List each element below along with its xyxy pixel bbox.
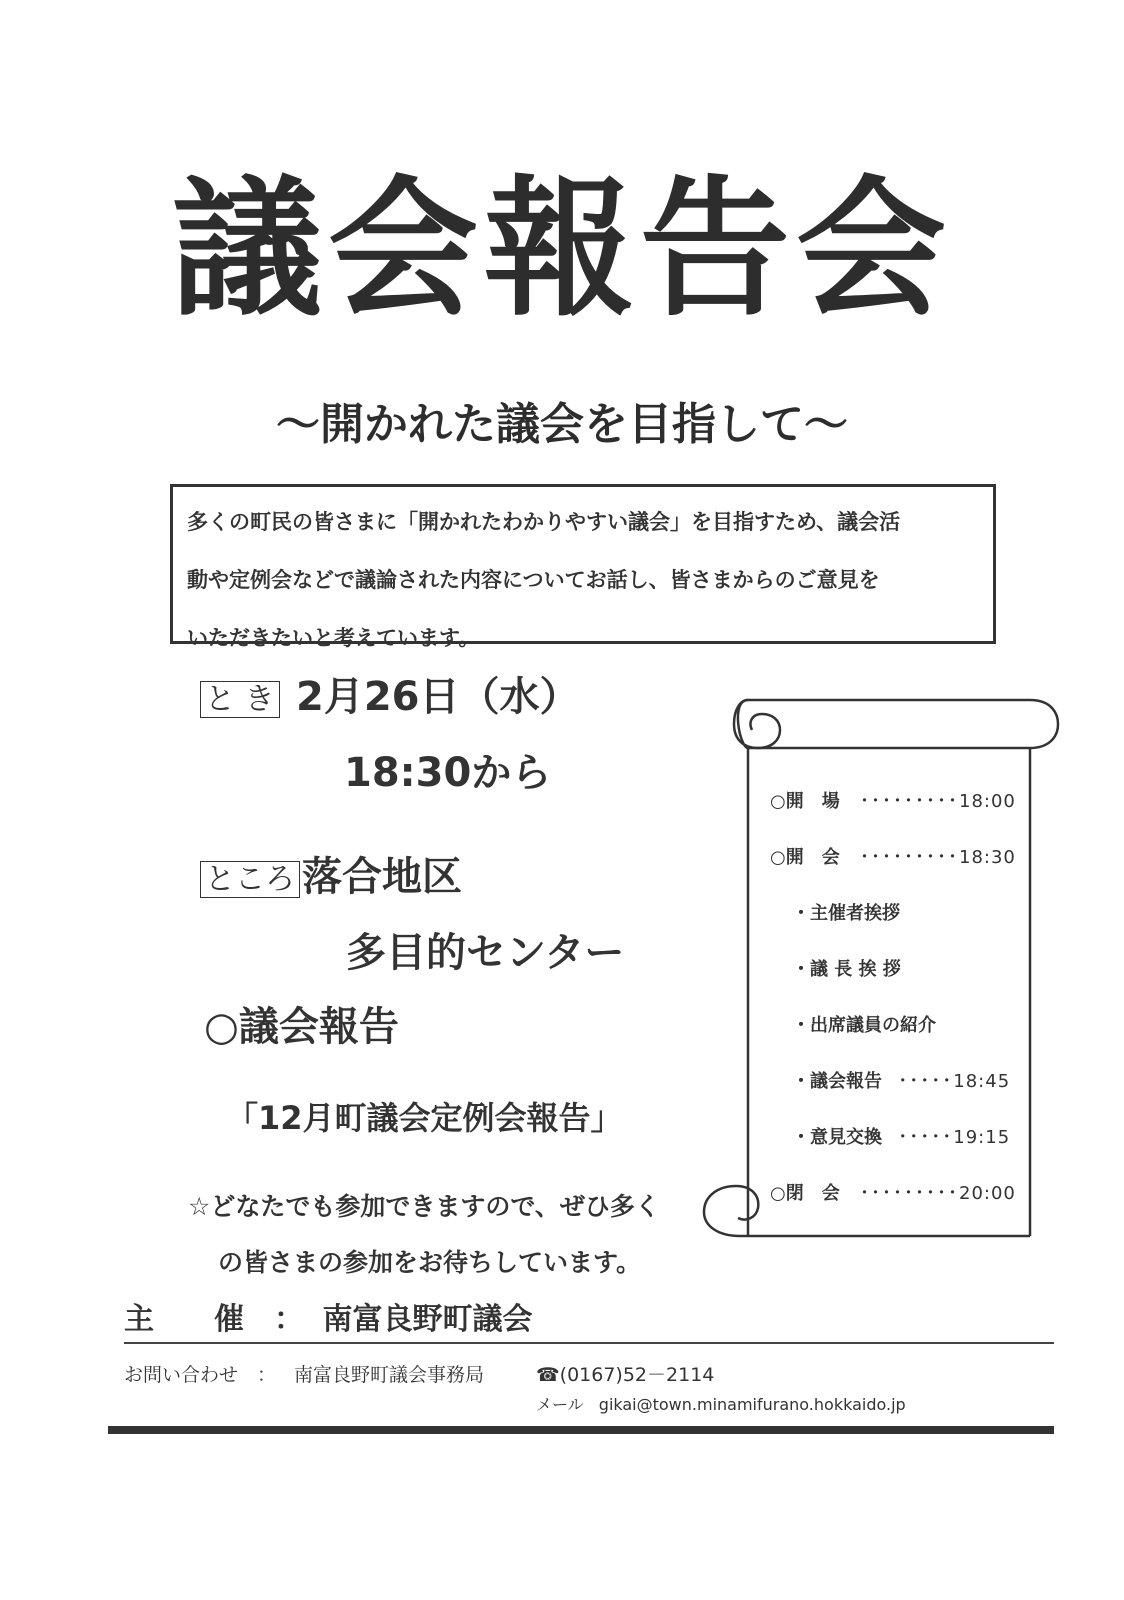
schedule-item: ○開 会 ･････････18:30 bbox=[770, 847, 1016, 868]
report-heading: ○議会報告 bbox=[204, 1004, 399, 1050]
divider bbox=[124, 1342, 1054, 1344]
venue-line-2: 多目的センター bbox=[346, 930, 625, 976]
when-label: と き bbox=[200, 681, 280, 718]
contact-office: 南富良野町議会事務局 bbox=[294, 1364, 485, 1386]
schedule-item: ・意見交換 ･････19:15 bbox=[792, 1127, 1011, 1148]
page-title: 議会報告会 bbox=[171, 163, 952, 337]
report-detail: 「12月町議会定例会報告」 bbox=[226, 1099, 623, 1137]
organizer-label: 主 催 ： bbox=[124, 1302, 304, 1337]
email-label: メール bbox=[536, 1395, 584, 1414]
event-time: 18:30から bbox=[344, 750, 552, 796]
schedule-item: ・出席議員の紹介 bbox=[792, 1015, 936, 1036]
organizer bbox=[124, 1300, 532, 1340]
where-label: ところ bbox=[200, 861, 300, 898]
schedule-item: ○閉 会 ･････････20:00 bbox=[770, 1183, 1016, 1204]
venue-line-1: 落合地区 bbox=[302, 854, 462, 900]
schedule-item: ・主催者挨拶 bbox=[792, 903, 900, 924]
schedule-item: ・議会報告 ･････18:45 bbox=[792, 1071, 1011, 1092]
invite-line-1: ☆どなたでも参加できますので、ぜひ多く bbox=[188, 1192, 660, 1221]
page-subtitle: ～開かれた議会を目指して～ bbox=[276, 399, 848, 450]
when-row bbox=[200, 682, 280, 718]
schedule-item: ○開 場 ･････････18:00 bbox=[770, 791, 1016, 812]
email-address: gikai@town.minamifurano.hokkaido.jp bbox=[598, 1395, 906, 1414]
intro-line-1: 多くの町民の皆さまに「開かれたわかりやすい議会」を目指すため、議会活 bbox=[187, 510, 901, 534]
organizer-name: 南富良野町議会 bbox=[322, 1302, 533, 1337]
contact-label: お問い合わせ ： bbox=[124, 1364, 277, 1386]
schedule-item: ・議 長 挨 拶 bbox=[792, 959, 901, 980]
where-row bbox=[200, 862, 300, 898]
intro-line-3: いただきたいと考えています。 bbox=[187, 626, 480, 650]
event-date: 2月26日（水） bbox=[296, 674, 580, 720]
intro-box bbox=[170, 484, 996, 650]
contact-phone: ☎(0167)52－2114 bbox=[536, 1364, 715, 1386]
footer-bar bbox=[108, 1426, 1054, 1434]
intro-line-2: 動や定例会などで議論された内容についてお話し、皆さまからのご意見を bbox=[187, 568, 880, 592]
contact-email-row bbox=[536, 1394, 906, 1416]
invite-line-2: の皆さまの参加をお待ちしています。 bbox=[218, 1248, 642, 1277]
